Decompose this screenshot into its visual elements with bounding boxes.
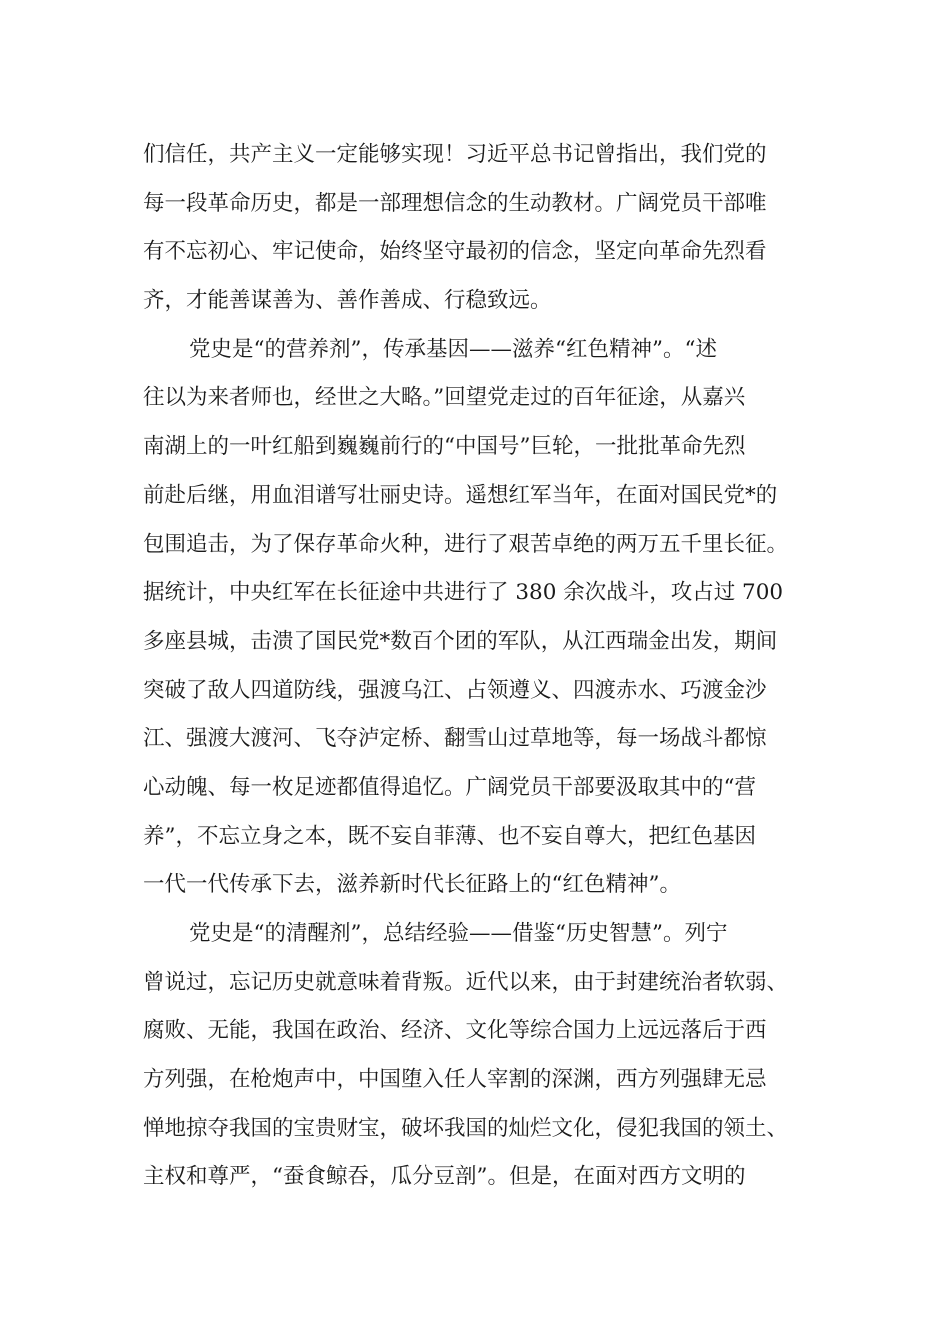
paragraph-first-line: 党史是“的清醒剂”，总结经验——借鉴“历史智慧”。列宁	[189, 921, 728, 946]
text-line: 多座县城，击溃了国民党*数百个团的军队，从江西瑞金出发，期间	[143, 628, 778, 654]
text-line: 往以为来者师也，经世之大略。”回望党走过的百年征途，从嘉兴	[143, 385, 746, 411]
text-line: 前赴后继，用血泪谱写壮丽史诗。遥想红军当年，在面对国民党*的	[143, 482, 778, 508]
text-line: 主权和尊严，“蚕食鲸吞，瓜分豆剖”。但是，在面对西方文明的	[143, 1164, 746, 1190]
text-line: 每一段革命历史，都是一部理想信念的生动教材。广阔党员干部唯	[143, 190, 767, 216]
document-body	[143, 131, 823, 1202]
text-line: 方列强，在枪炮声中，中国堕入任人宰割的深渊，西方列强肆无忌	[143, 1067, 767, 1093]
text-line: 包围追击，为了保存革命火种，进行了艰苦卓绝的两万五千里长征。	[143, 531, 789, 557]
text-line: 齐，才能善谋善为、善作善成、行稳致远。	[143, 288, 552, 314]
paragraph-first-line: 党史是“的营养剂”，传承基因——滋养“红色精神”。“述	[189, 336, 717, 362]
text-line: 江、强渡大渡河、飞夺泸定桥、翻雪山过草地等，每一场战斗都惊	[143, 726, 767, 752]
text-line: 心动魄、每一枚足迹都值得追忆。广阔党员干部要汲取其中的“营	[143, 774, 756, 800]
text-line: 据统计，中央红军在长征途中共进行了 380 余次战斗，攻占过 700	[143, 580, 784, 606]
text-line: 腐败、无能，我国在政治、经济、文化等综合国力上远远落后于西	[143, 1018, 767, 1044]
text-line: 突破了敌人四道防线，强渡乌江、占领遵义、四渡赤水、巧渡金沙	[143, 677, 767, 703]
text-line: 惮地掠夺我国的宝贵财宝，破坏我国的灿烂文化，侵犯我国的领土、	[143, 1115, 789, 1141]
text-line: 南湖上的一叶红船到巍巍前行的“中国号”巨轮，一批批革命先烈	[143, 434, 746, 460]
text-line: 曾说过，忘记历史就意味着背叛。近代以来，由于封建统治者软弱、	[143, 969, 789, 995]
text-line: 养”，不忘立身之本，既不妄自菲薄、也不妄自尊大，把红色基因	[143, 823, 756, 849]
text-line: 有不忘初心、牢记使命，始终坚守最初的信念，坚定向革命先烈看	[143, 239, 767, 265]
text-line: 一代一代传承下去，滋养新时代长征路上的“红色精神”。	[143, 872, 681, 898]
text-line: 们信任，共产主义一定能够实现！习近平总书记曾指出，我们党的	[143, 142, 767, 167]
